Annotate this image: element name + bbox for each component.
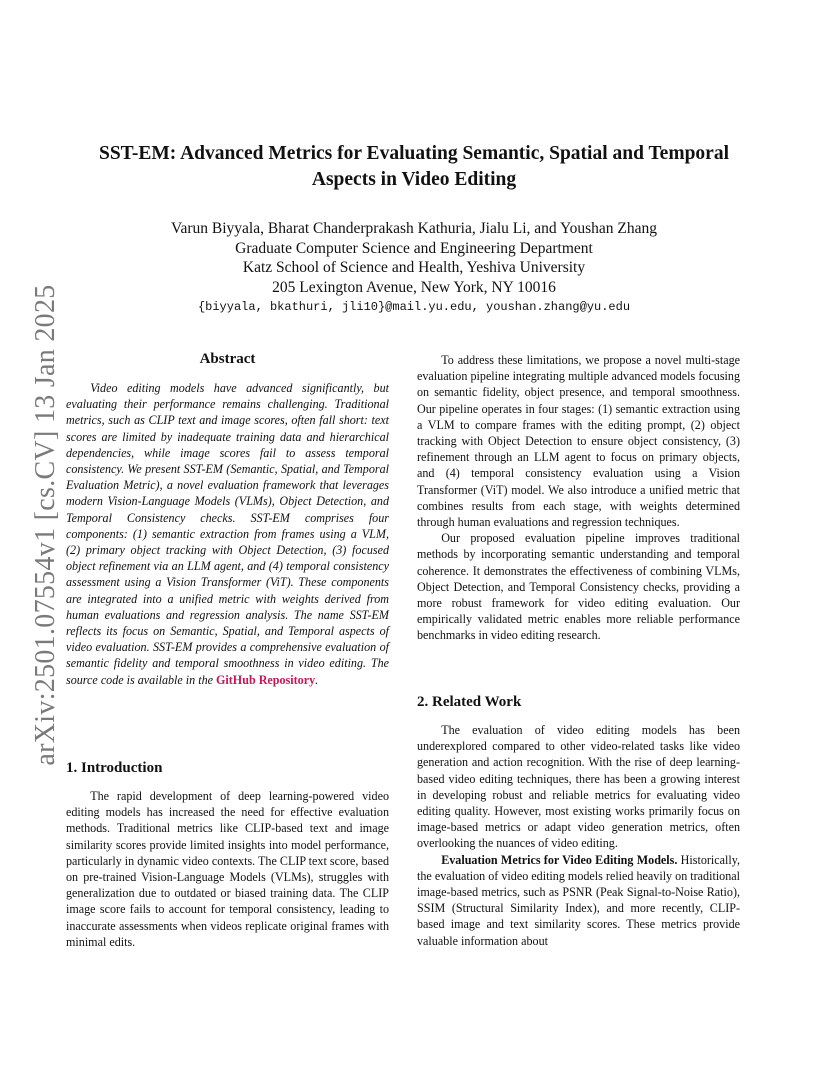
introduction-body	[66, 788, 389, 950]
github-repository-link[interactable]: GitHub Repository	[216, 672, 316, 687]
author-names: Varun Biyyala, Bharat Chanderprakash Kathuria, Jialu Li, and Youshan Zhang	[171, 220, 657, 237]
author-block	[60, 219, 768, 317]
metrics-subheading: Evaluation Metrics for Video Editing Models.	[441, 852, 678, 867]
paper-title	[60, 141, 768, 193]
right-column-intro	[417, 352, 740, 644]
metrics-paragraph-text: Historically, the evaluation of video editing models relied heavily on traditional image-based metrics, such as PSNR (Peak Signal-to-Noise Ratio), SSIM (Structural Similarity Index), and more recently, CLIP-based image and text similarity scores. These metrics provide valuable information about	[417, 852, 741, 948]
abstract-body-text: Video editing models have advanced significantly, but evaluating their performance remains challenging. Traditional metrics, such as CLIP text and image scores, often fall short: text scores are limited by inadequate training data and hierarchical dependencies, while image scores fail to assess temporal consistency. We present SST-EM (Semantic, Spatial, and Temporal Evaluation Metric), a novel evaluation framework that leverages modern Vision-Language Models (VLMs), Object Detection, and Temporal Consistency checks. SST-EM comprises four components: (1) semantic extraction from frames using a VLM, (2) primary object tracking with Object Detection, (3) focused object refinement via an LLM agent, and (4) temporal consistency assessment using a Vision Transformer (ViT). These components are integrated into a unified metric with weights derived from human evaluations and regression analysis. The name SST-EM reflects its focus on Semantic, Spatial, and Temporal aspects of video evaluation. SST-EM provides a comprehensive evaluation of semantic fidelity and temporal smoothness in video editing. The source code is available in the	[66, 381, 389, 687]
title-line-2: Aspects in Video Editing	[311, 169, 517, 190]
introduction-paragraph-2: To address these limitations, we propose a novel multi-stage evaluation pipeline integrating multiple advanced models focusing on semantic fidelity, object presence, and temporal smoothness. Our pipeline operates in four stages: (1) semantic extraction using a VLM to compare frames with the editing prompt, (2) object tracking with Object Detection to ensure object consistency, (3) refinement through an LLM agent to focus on primary objects, and (4) temporal consistency evaluation using a Vision Transformer (ViT) model. We also introduce a unified metric that combines results from each stage, with weights determined through human evaluations and regression techniques.	[417, 353, 740, 530]
abstract-end: .	[315, 672, 319, 687]
abstract-text	[66, 380, 389, 688]
introduction-heading: 1. Introduction	[66, 760, 163, 776]
author-department: Graduate Computer Science and Engineering Department	[235, 239, 593, 257]
introduction-paragraph-3: Our proposed evaluation pipeline improves traditional methods by incorporating semantic understanding and temporal coherence. It demonstrates the effectiveness of combining VLMs, Object Detection, and Temporal Consistency checks, providing a more robust framework for video editing evaluation. Our empirically validated metric enables more reliable performance benchmarks in video editing research.	[417, 531, 740, 643]
arxiv-identifier: arXiv:2501.07554v1 [cs.CV] 13 Jan 2025	[30, 284, 61, 766]
abstract-heading: Abstract	[199, 351, 256, 367]
related-work-paragraph-2	[417, 852, 740, 949]
author-school: Katz School of Science and Health, Yeshiva University	[242, 259, 586, 276]
related-work-body	[417, 722, 740, 949]
author-address: 205 Lexington Avenue, New York, NY 10016	[272, 278, 556, 296]
related-work-paragraph-1: The evaluation of video editing models has been underexplored compared to other video-related tasks like video generation and action recognition. With the rise of deep learning-based video editing techniques, there has been a growing interest in developing robust and reliable metrics for evaluating video editing quality. However, most existing works primarily focus on image-based metrics or adapt video generation metrics, often overlooking the nuances of video editing.	[417, 723, 740, 851]
title-line-1: SST-EM: Advanced Metrics for Evaluating Semantic, Spatial and Temporal	[98, 143, 730, 164]
introduction-paragraph-1: The rapid development of deep learning-powered video editing models has increased the need for effective evaluation methods. Traditional metrics like CLIP-based text and image similarity scores provide limited insights into model performance, particularly in dynamic video contexts. The CLIP text score, based on pre-trained Vision-Language Models (VLMs), struggles with generalization due to outdated or biased training data. The CLIP image score fails to account for temporal consistency, leading to inaccurate assessments when videos replicate original frames with minimal edits.	[66, 789, 389, 949]
related-work-heading: 2. Related Work	[417, 694, 522, 710]
author-emails: {biyyala, bkathuri, jli10}@mail.yu.edu, youshan.zhang@yu.edu	[197, 300, 631, 314]
